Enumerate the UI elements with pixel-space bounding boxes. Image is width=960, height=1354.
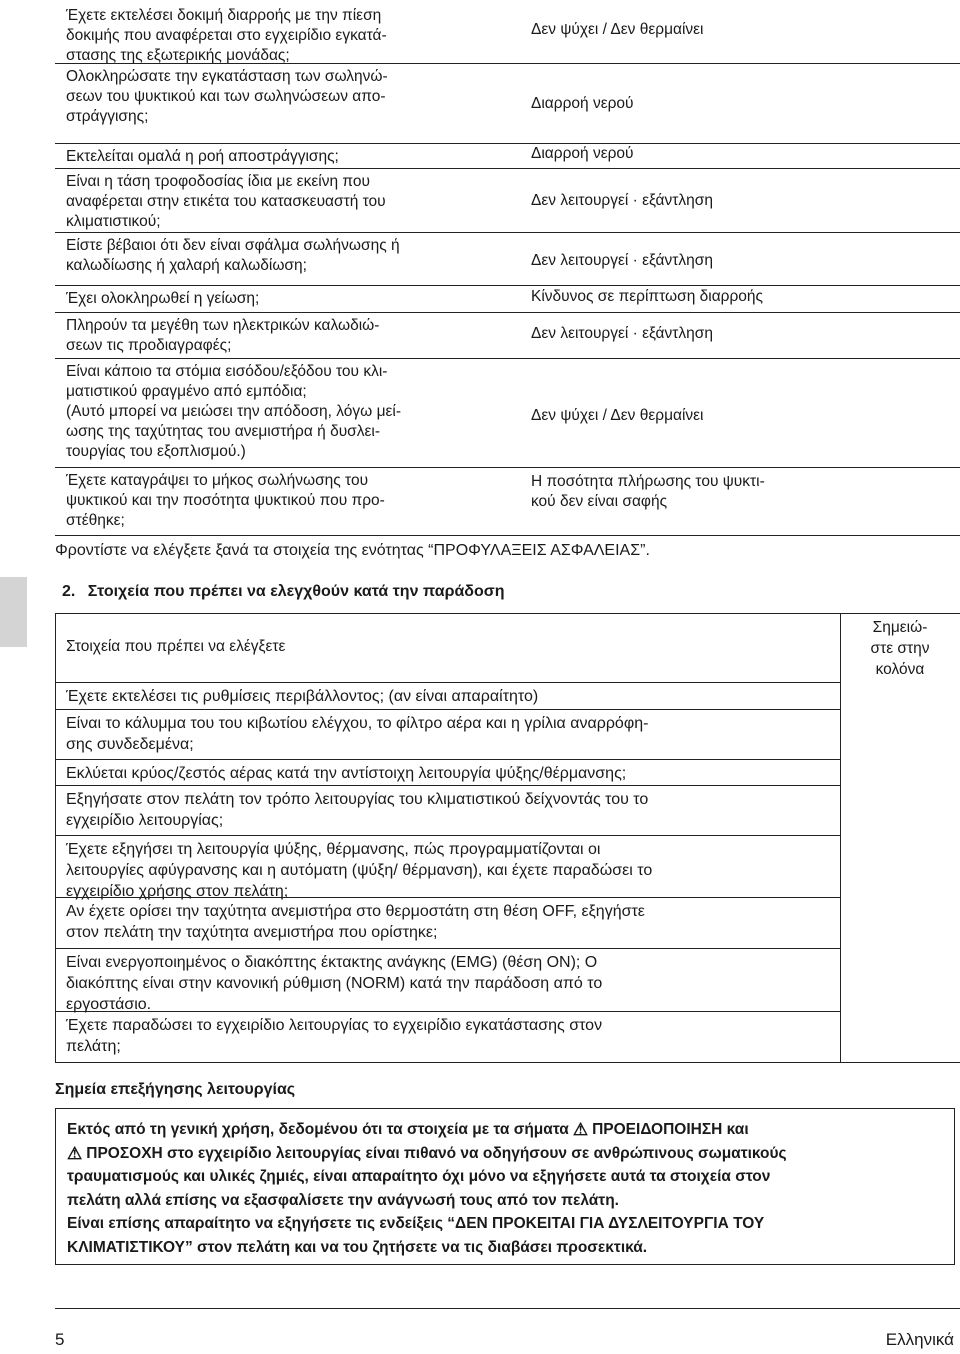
question-line: Είστε βέβαιοι ότι δεν είναι σφάλμα σωλήνωσης ή bbox=[66, 237, 400, 254]
question-line: (Αυτό μπορεί να μειώσει την απόδοση, λόγω μεί- bbox=[66, 403, 402, 420]
check-item-question bbox=[66, 172, 521, 232]
question-line: δοκιμής που αναφέρεται στο εγχειρίδιο εγκατά- bbox=[66, 27, 387, 44]
question-line: Έχετε εκτελέσει δοκιμή διαρροής με την πίεση bbox=[66, 7, 382, 24]
consequence-line: Κίνδυνος σε περίπτωση διαρροής bbox=[531, 288, 764, 305]
delivery-item-line: Είναι το κάλυμμα του του κιβωτίου ελέγχου, το φίλτρο αέρα και η γρίλια αναρρόφη- bbox=[66, 715, 649, 732]
delivery-check-item bbox=[66, 763, 836, 784]
consequence-line: Δεν λειτουργεί · εξάντληση bbox=[531, 192, 713, 209]
consequence-line: κού δεν είναι σαφής bbox=[531, 493, 668, 510]
section-title: Στοιχεία που πρέπει να ελεγχθούν κατά την παράδοση bbox=[87, 583, 505, 600]
check-item-question bbox=[66, 362, 521, 462]
check-table-row bbox=[55, 232, 960, 286]
check-item-question bbox=[66, 316, 521, 356]
question-line: Είναι κάποιο τα στόμια εισόδου/εξόδου του κλι- bbox=[66, 363, 388, 380]
delivery-table-row-rule bbox=[55, 759, 840, 760]
check-table-row bbox=[55, 143, 960, 169]
question-line: Ολοκληρώσατε την εγκατάσταση των σωληνώ- bbox=[66, 68, 388, 85]
question-line: καλωδίωσης ή χαλαρή καλωδίωση; bbox=[66, 257, 307, 274]
check-item-consequence bbox=[531, 406, 951, 426]
delivery-table-row-rule bbox=[55, 682, 840, 683]
delivery-item-line: Εξηγήσατε στον πελάτη τον τρόπο λειτουργίας του κλιματιστικού δείχνοντάς του το bbox=[66, 791, 649, 808]
warning-box bbox=[55, 1108, 955, 1265]
check-item-consequence bbox=[531, 94, 951, 114]
delivery-table bbox=[55, 613, 960, 1073]
check-item-consequence bbox=[531, 287, 951, 307]
check-item-question bbox=[66, 6, 521, 66]
check-item-question bbox=[66, 236, 521, 276]
delivery-item-line: εγχειρίδιο λειτουργίας; bbox=[66, 812, 224, 829]
check-table-row bbox=[55, 168, 960, 233]
question-line: ωσης της ταχύτητας του ανεμιστήρα ή δυσλει- bbox=[66, 423, 381, 440]
warning-text-2: ΠΡΟΣΟΧΗ στο εγχειρίδιο λειτουργίας είναι πιθανό να οδηγήσουν σε ανθρώπινους σωματικούς bbox=[86, 1144, 787, 1162]
check-item-consequence bbox=[531, 144, 951, 164]
footer-language: Ελληνικά bbox=[885, 1330, 954, 1349]
header-right-line: κολόνα bbox=[875, 661, 925, 678]
delivery-item-line: διακόπτης είναι στην κανονική ρύθμιση (NORM) κατά την παράδοση από το bbox=[66, 975, 603, 992]
delivery-item-line: λειτουργίες αφύγρανσης και η αυτόματη (ψύξη/ θέρμανση), και έχετε παραδώσει το bbox=[66, 862, 653, 879]
page-number: 5 bbox=[55, 1330, 65, 1349]
delivery-item-line: σης συνδεδεμένα; bbox=[66, 736, 194, 753]
question-line: στασης της εξωτερικής μονάδας; bbox=[66, 47, 290, 64]
question-line: ματιστικού φραγμένο από εμπόδια; bbox=[66, 383, 307, 400]
warning-triangle-icon: ⚠ bbox=[572, 1120, 589, 1139]
consequence-line: Δεν λειτουργεί · εξάντληση bbox=[531, 325, 713, 342]
section-number: 2. bbox=[62, 583, 76, 600]
question-line: στέθηκε; bbox=[66, 512, 125, 529]
question-line: Είναι η τάση τροφοδοσίας ίδια με εκείνη που bbox=[66, 173, 370, 190]
check-table-row bbox=[55, 63, 960, 144]
delivery-table-row-rule bbox=[55, 785, 840, 786]
check-table-row bbox=[55, 358, 960, 468]
check-table-bottom-rule bbox=[55, 535, 960, 536]
delivery-item-line: εργοστάσιο. bbox=[66, 996, 152, 1013]
delivery-item-line: Έχετε εκτελέσει τις ρυθμίσεις περιβάλλοντος; (αν είναι απαραίτητο) bbox=[66, 688, 539, 705]
delivery-item-line: Έχετε εξηγήσει τη λειτουργία ψύξης, θέρμανσης, πώς προγραμματίζονται οι bbox=[66, 841, 601, 858]
delivery-table-row-rule bbox=[55, 897, 840, 898]
check-table-row bbox=[55, 312, 960, 359]
check-item-consequence bbox=[531, 251, 951, 271]
delivery-item-line: στον πελάτη την ταχύτητα ανεμιστήρα που ορίστηκε; bbox=[66, 924, 438, 941]
caution-triangle-icon: ⚠ bbox=[67, 1143, 83, 1163]
delivery-item-line: Είναι ενεργοποιημένος ο διακόπτης έκτακτης ανάγκης (EMG) (θέση ON); Ο bbox=[66, 954, 598, 971]
delivery-table-header-right bbox=[840, 617, 960, 680]
check-item-consequence bbox=[531, 20, 951, 40]
delivery-check-item bbox=[66, 789, 836, 831]
check-table bbox=[55, 0, 960, 535]
warning-text-1a: Εκτός από τη γενική χρήση, δεδομένου ότι τα στοιχεία με τα σήματα bbox=[67, 1121, 569, 1138]
header-right-line: Σημειώ- bbox=[872, 619, 928, 636]
question-line: τουργίας του εξοπλισμού.) bbox=[66, 443, 246, 460]
delivery-table-row-rule bbox=[55, 709, 840, 710]
delivery-item-line: Έχετε παραδώσει το εγχειρίδιο λειτουργίας το εγχειρίδιο εγκατάστασης στον bbox=[66, 1017, 603, 1034]
check-item-question bbox=[66, 471, 521, 531]
delivery-item-line: Εκλύεται κρύος/ζεστός αέρας κατά την αντίστοιχη λειτουργία ψύξης/θέρμανσης; bbox=[66, 765, 627, 782]
question-line: Έχει ολοκληρωθεί η γείωση; bbox=[66, 290, 260, 307]
check-item-question bbox=[66, 289, 521, 309]
question-line: αναφέρεται στην ετικέτα του κατασκευαστή του bbox=[66, 193, 386, 210]
delivery-table-left-border bbox=[55, 613, 56, 1062]
delivery-check-item bbox=[66, 713, 836, 755]
consequence-line: Διαρροή νερού bbox=[531, 145, 634, 162]
delivery-check-item bbox=[66, 839, 836, 902]
check-item-question bbox=[66, 147, 521, 167]
consequence-line: Δεν ψύχει / Δεν θερμαίνει bbox=[531, 21, 704, 38]
delivery-check-item bbox=[66, 952, 836, 1015]
consequence-line: Η ποσότητα πλήρωσης του ψυκτι- bbox=[531, 473, 765, 490]
delivery-table-row-rule bbox=[55, 1011, 840, 1012]
delivery-check-item bbox=[66, 686, 836, 707]
check-item-consequence bbox=[531, 191, 951, 211]
delivery-table-header-left: Στοιχεία που πρέπει να ελέγξετε bbox=[66, 638, 286, 655]
delivery-item-line: πελάτη; bbox=[66, 1038, 121, 1055]
header-right-line: στε στην bbox=[870, 640, 930, 657]
check-item-consequence bbox=[531, 472, 951, 512]
warning-text-6: ΚΛΙΜΑΤΙΣΤΙΚΟΥ” στον πελάτη και να του ζητήσετε να τις διαβάσει προσεκτικά. bbox=[67, 1238, 648, 1256]
side-tab-marker bbox=[0, 577, 27, 647]
warning-text-4: πελάτη αλλά επίσης να εξασφαλίσετε την ανάγνωσή τους από τον πελάτη. bbox=[67, 1191, 619, 1209]
consequence-line: Διαρροή νερού bbox=[531, 95, 634, 112]
warning-text-3: τραυματισμούς και υλικές ζημιές, είναι απαραίτητο όχι μόνο να εξηγήσετε αυτά τα στοιχεία στον bbox=[67, 1168, 771, 1185]
delivery-check-item bbox=[66, 901, 836, 943]
delivery-table-column-divider bbox=[840, 613, 841, 1062]
question-line: στράγγισης; bbox=[66, 108, 149, 125]
explanation-title: Σημεία επεξήγησης λειτουργίας bbox=[55, 1081, 296, 1098]
delivery-item-line: Αν έχετε ορίσει την ταχύτητα ανεμιστήρα στο θερμοστάτη στη θέση OFF, εξηγήστε bbox=[66, 903, 645, 920]
warning-text-5: Είναι επίσης απαραίτητο να εξηγήσετε τις ενδείξεις “ΔΕΝ ΠΡΟΚΕΙΤΑΙ ΓΙΑ ΔΥΣΛΕΙΤΟΥΡΓΙΑ ΤΟΥ bbox=[67, 1215, 765, 1232]
question-line: Εκτελείται ομαλά η ροή αποστράγγισης; bbox=[66, 148, 339, 165]
check-item-question bbox=[66, 67, 521, 127]
check-table-row bbox=[55, 467, 960, 536]
question-line: Έχετε καταγράψει το μήκος σωλήνωσης του bbox=[66, 472, 369, 489]
consequence-line: Δεν λειτουργεί · εξάντληση bbox=[531, 252, 713, 269]
check-item-consequence bbox=[531, 324, 951, 344]
consequence-line: Δεν ψύχει / Δεν θερμαίνει bbox=[531, 407, 704, 424]
warning-text-1b: ΠΡΟΕΙΔΟΠΟΙΗΣΗ και bbox=[592, 1121, 749, 1138]
question-line: σεων τις προδιαγραφές; bbox=[66, 337, 232, 354]
check-table-row bbox=[55, 285, 960, 313]
delivery-table-row-rule bbox=[55, 835, 840, 836]
delivery-table-row-rule bbox=[55, 948, 840, 949]
safety-note: Φροντίστε να ελέγξετε ξανά τα στοιχεία της ενότητας “ΠΡΟΦΥΛΑΞΕΙΣ ΑΣΦΑΛΕΙΑΣ”. bbox=[55, 542, 650, 559]
delivery-table-rule-bottom bbox=[55, 1062, 960, 1063]
question-line: κλιματιστικού; bbox=[66, 213, 161, 230]
footer-rule bbox=[55, 1308, 960, 1309]
question-line: ψυκτικού και την ποσότητα ψυκτικού που προ- bbox=[66, 492, 385, 509]
question-line: σεων του ψυκτικού και των σωληνώσεων απο- bbox=[66, 88, 386, 105]
delivery-check-item bbox=[66, 1015, 836, 1057]
delivery-item-line: εγχειρίδιο χρήσης στον πελάτη; bbox=[66, 883, 289, 900]
delivery-table-rule-top bbox=[55, 613, 960, 614]
question-line: Πληρούν τα μεγέθη των ηλεκτρικών καλωδιώ- bbox=[66, 317, 380, 334]
check-table-row bbox=[55, 0, 960, 63]
delivery-section-heading bbox=[62, 583, 505, 601]
